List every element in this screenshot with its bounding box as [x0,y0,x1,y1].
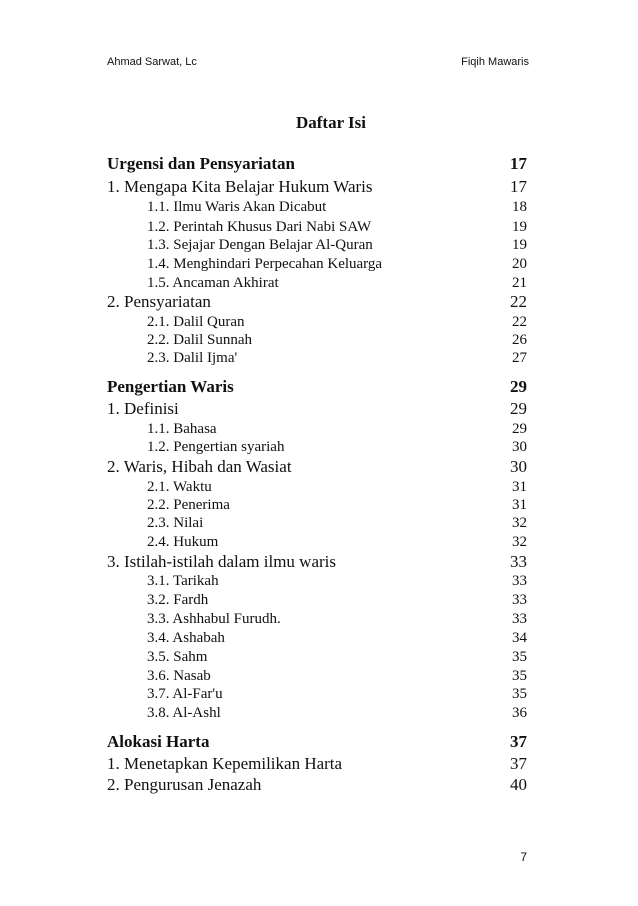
toc-entry-label: 2. Pengurusan Jenazah [107,775,262,794]
toc-section [107,775,527,795]
toc-entry-page: 26 [512,332,527,348]
toc-entry-page: 17 [510,177,527,196]
toc-chapter [107,732,527,752]
toc-entry-page: 19 [512,219,527,235]
toc-entry-page: 40 [510,775,527,794]
toc-entry-page: 19 [512,237,527,253]
toc-entry-label: 1. Menetapkan Kepemilikan Harta [107,754,343,773]
toc-section [107,552,527,572]
toc-entry-label: 3.7. Al-Far'u [147,686,223,702]
toc-subsection [107,217,527,237]
toc-entry-page: 33 [512,592,527,608]
toc-entry-page: 29 [512,421,527,437]
toc-entry-page: 36 [512,705,527,721]
toc-entry-label: 2.4. Hukum [147,534,219,550]
toc-entry-label: 2.2. Penerima [147,497,230,513]
toc-entry-label: 2.3. Nilai [147,515,204,531]
toc-entry-page: 37 [510,732,527,751]
toc-entry-label: 3. Istilah-istilah dalam ilmu waris [107,552,336,571]
toc-subsection [107,684,527,704]
toc-entry-page: 35 [512,668,527,684]
toc-entry-page: 22 [512,314,527,330]
toc-entry-label: 2.3. Dalil Ijma' [147,350,238,366]
toc-subsection [107,419,527,439]
toc-entry-page: 32 [512,534,527,550]
toc-entry-label: 3.1. Tarikah [147,573,219,589]
toc-subsection [107,628,527,648]
toc-entry-label: 3.2. Fardh [147,592,209,608]
toc-entry-page: 37 [510,754,527,773]
toc-entry-label: 2. Pensyariatan [107,292,211,311]
toc-entry-page: 33 [512,573,527,589]
toc-entry-label: 3.4. Ashabah [147,630,225,646]
toc-subsection [107,312,527,332]
toc-entry-page: 20 [512,256,527,272]
toc-entry-page: 21 [512,275,527,291]
toc-subsection [107,348,527,368]
toc-subsection [107,437,527,457]
toc-section [107,754,527,774]
toc-section [107,292,527,312]
toc-entry-label: 3.3. Ashhabul Furudh. [147,611,281,627]
toc-subsection [107,590,527,610]
toc-entry-label: 1.5. Ancaman Akhirat [147,275,279,291]
toc-entry-label: 1.1. Ilmu Waris Akan Dicabut [147,199,327,215]
toc-chapter [107,377,527,397]
toc-chapter [107,154,527,174]
toc-entry-page: 35 [512,649,527,665]
toc-entry-label: Pengertian Waris [107,377,234,396]
toc-entry-label: 2.1. Dalil Quran [147,314,245,330]
toc-entry-page: 33 [512,611,527,627]
running-header-book-title: Fiqih Mawaris [461,56,529,68]
toc-subsection [107,513,527,533]
toc-entry-page: 17 [510,154,527,173]
toc-entry-page: 34 [512,630,527,646]
toc-section [107,457,527,477]
toc-entry-label: 3.5. Sahm [147,649,208,665]
toc-entry-page: 32 [512,515,527,531]
toc-subsection [107,532,527,552]
toc-entry-label: 2.1. Waktu [147,479,212,495]
toc-subsection [107,273,527,293]
toc-entry-label: Alokasi Harta [107,732,210,751]
toc-subsection [107,330,527,350]
toc-entry-label: 1.2. Pengertian syariah [147,439,285,455]
toc-entry-label: 1.4. Menghindari Perpecahan Keluarga [147,256,383,272]
toc-section [107,177,527,197]
toc-entry-label: 3.6. Nasab [147,668,211,684]
toc-subsection [107,571,527,591]
page-number: 7 [520,850,527,864]
toc-subsection [107,703,527,723]
toc-entry-page: 35 [512,686,527,702]
toc-entry-page: 29 [510,399,527,418]
toc-subsection [107,647,527,667]
toc-entry-label: 1.3. Sejajar Dengan Belajar Al-Quran [147,237,373,253]
toc-entry-label: 3.8. Al-Ashl [147,705,221,721]
toc-entry-page: 22 [510,292,527,311]
toc-subsection [107,254,527,274]
toc-subsection [107,495,527,515]
toc-subsection [107,197,527,217]
toc-subsection [107,666,527,686]
toc-entry-label: 2.2. Dalil Sunnah [147,332,252,348]
toc-entry-page: 27 [512,350,527,366]
toc-subsection [107,477,527,497]
toc-entry-page: 33 [510,552,527,571]
toc-entry-label: Urgensi dan Pensyariatan [107,154,295,173]
toc-entry-page: 31 [512,479,527,495]
running-header-author: Ahmad Sarwat, Lc [107,56,197,68]
toc-entry-page: 29 [510,377,527,396]
toc-entry-label: 1. Mengapa Kita Belajar Hukum Waris [107,177,373,196]
toc-entry-label: 1. Definisi [107,399,179,418]
toc-entry-label: 1.2. Perintah Khusus Dari Nabi SAW [147,219,372,235]
toc-section [107,399,527,419]
toc-entry-label: 2. Waris, Hibah dan Wasiat [107,457,292,476]
toc-subsection [107,609,527,629]
toc-subsection [107,235,527,255]
toc-title: Daftar Isi [295,113,367,132]
toc-entry-page: 31 [512,497,527,513]
toc-entry-page: 30 [510,457,527,476]
toc-entry-page: 30 [512,439,527,455]
toc-entry-page: 18 [512,199,527,215]
toc-entry-label: 1.1. Bahasa [147,421,217,437]
